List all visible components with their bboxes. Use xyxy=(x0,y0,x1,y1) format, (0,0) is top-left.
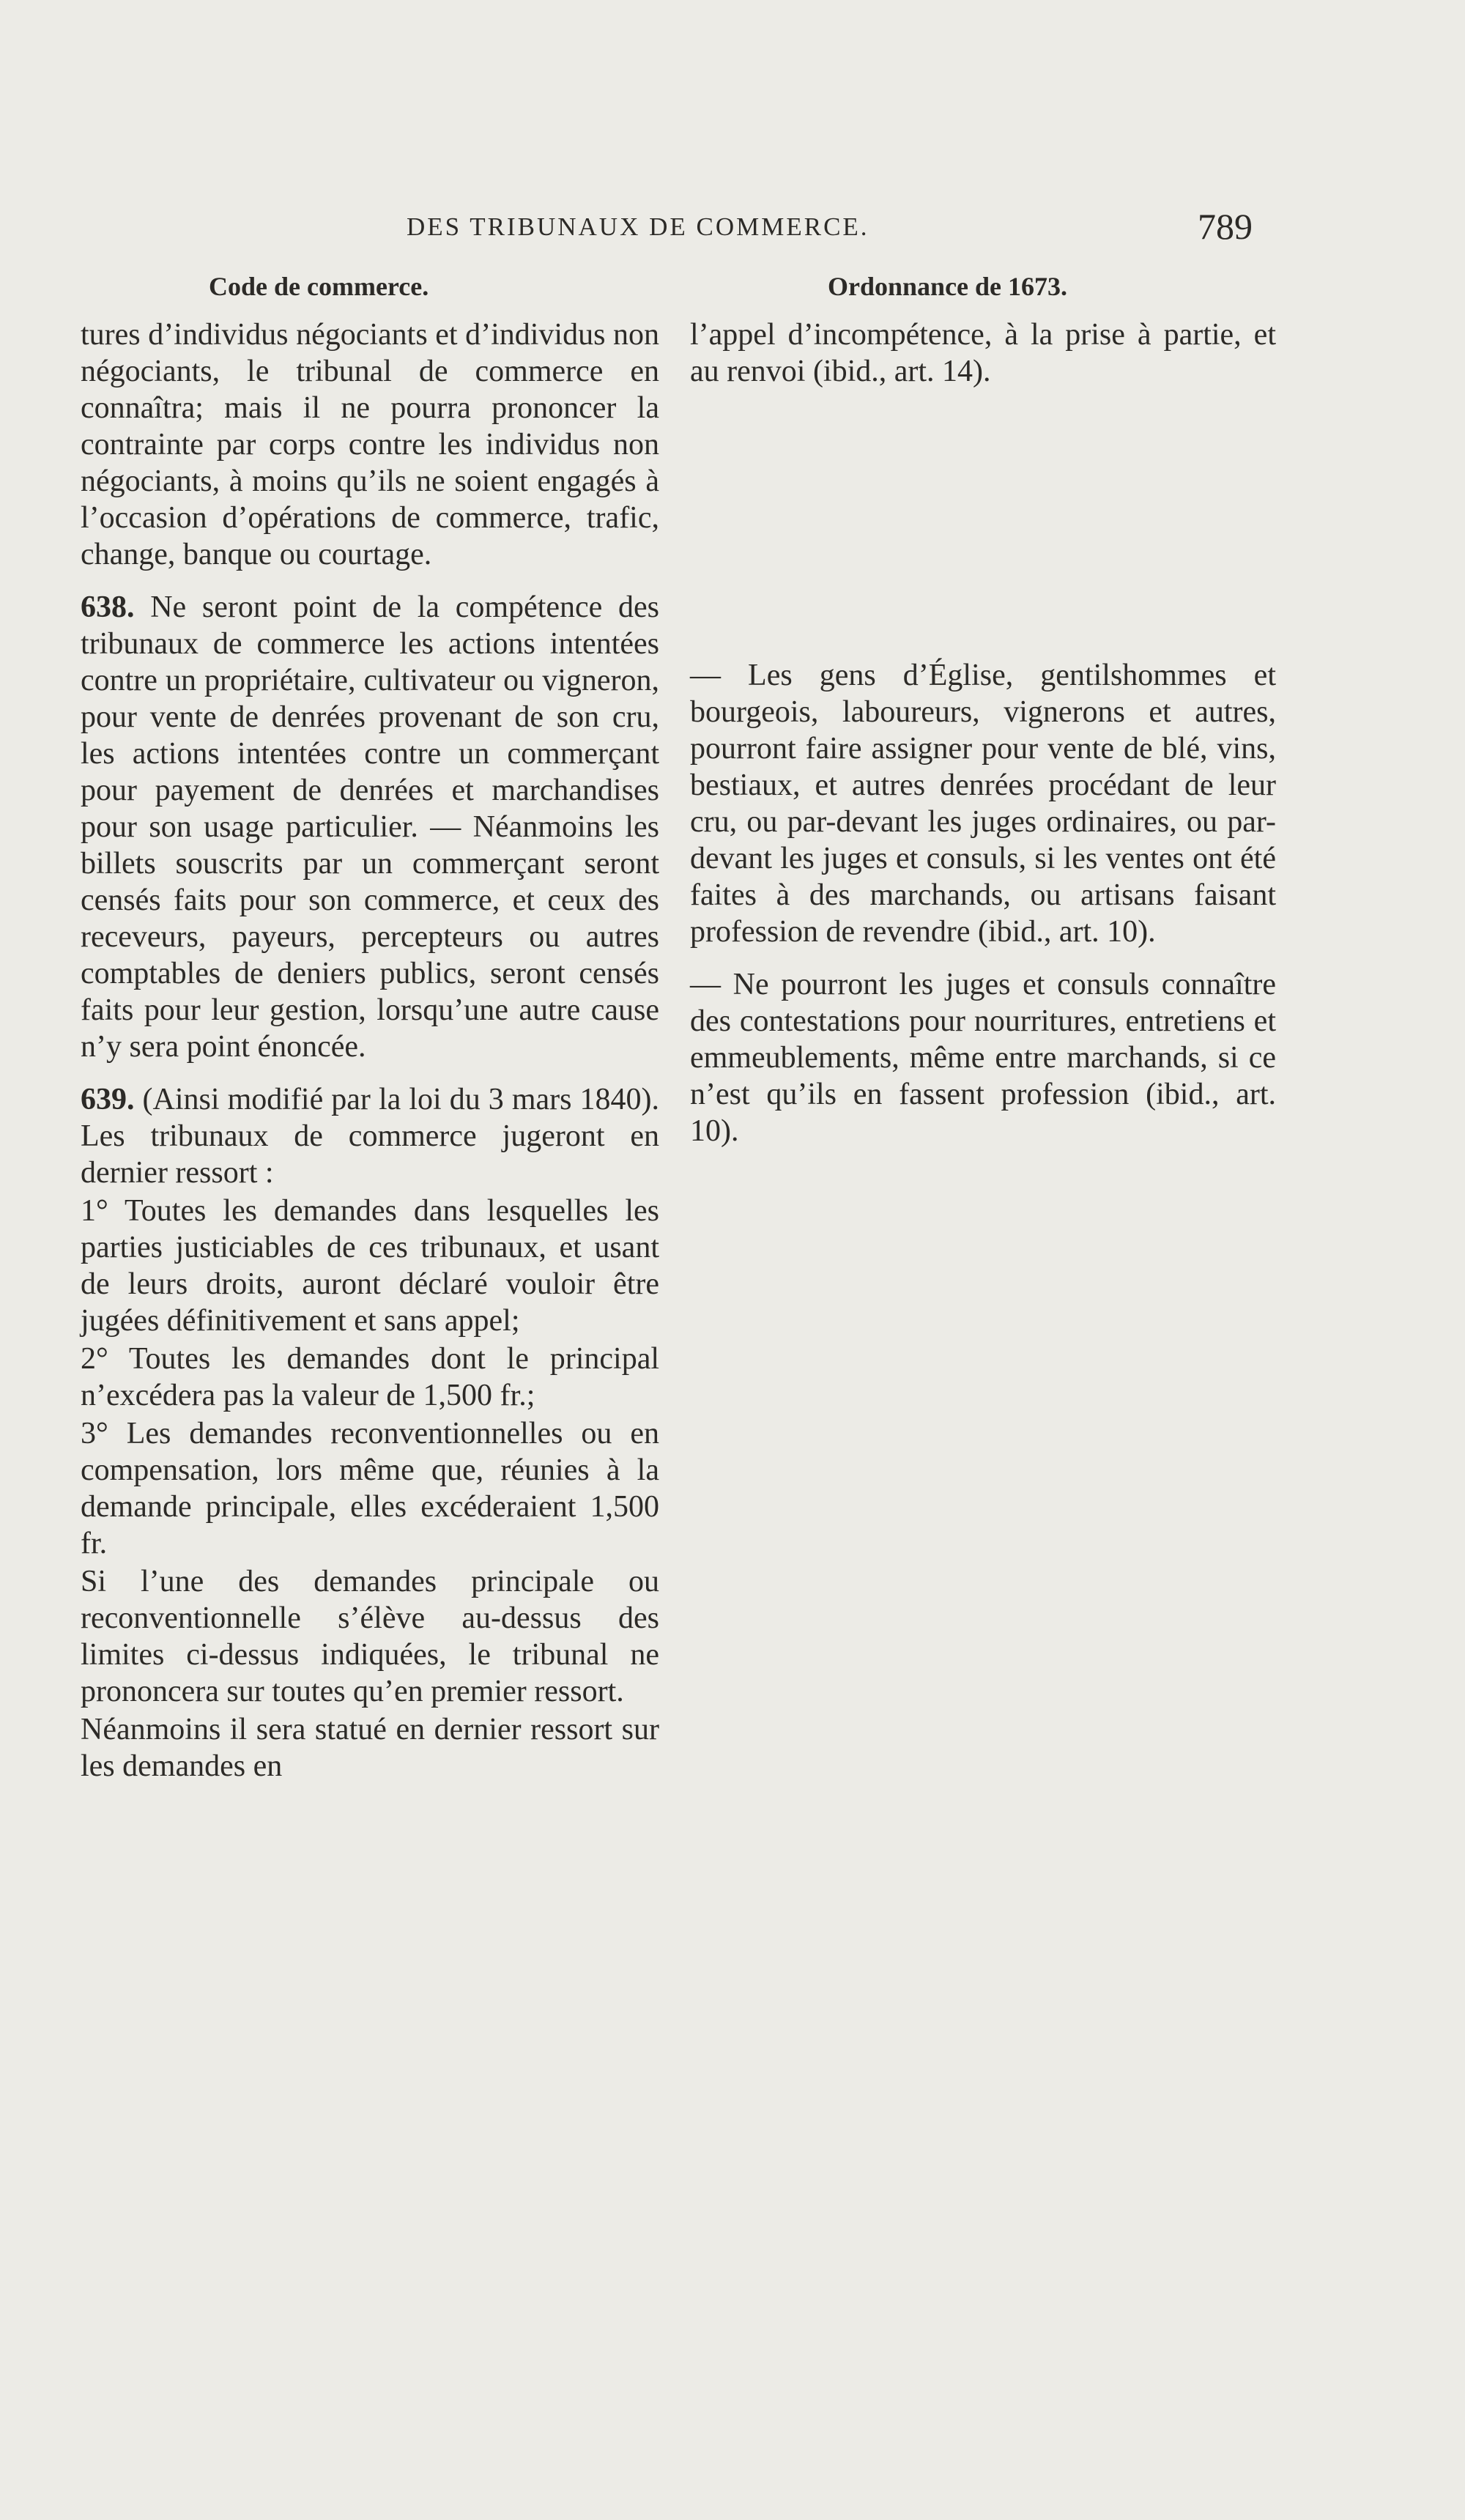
article-639-item-2: 2° Toutes les demandes dont le principal n’excédera pas la valeur de 1,500 fr.; xyxy=(81,1342,659,1412)
left-continuation-paragraph: tures d’individus négociants et d’individus non négociants, le tribunal de commerce en connaîtra; mais il ne pourra prononcer la contrainte par corps contre les individus non négociants, à moins qu’ils ne soient engagés à l’occasion d’opérations de commerce, trafic, change, banque ou courtage. xyxy=(81,318,659,571)
article-638 xyxy=(81,589,659,1065)
ordonnance-paragraph-2: — Ne pourront les juges et consuls connaître des contestations pour nourritures, entretiens et emmeublements, même entre marchands, si ce n’est qu’ils en fassent profession (ibid., art. 10). xyxy=(690,968,1276,1148)
article-638-number: 638. xyxy=(81,590,135,624)
running-head: DES TRIBUNAUX DE COMMERCE. xyxy=(407,212,869,241)
left-column-heading: Code de commerce. xyxy=(209,272,429,301)
article-639-paragraph-1: Si l’une des demandes principale ou reconventionnelle s’élève au-dessus des limites ci-dessus indiquées, le tribunal ne prononcera sur toutes qu’en premier ressort. xyxy=(81,1565,659,1708)
right-column-heading: Ordonnance de 1673. xyxy=(828,272,1068,301)
article-639-item-3: 3° Les demandes reconventionnelles ou en compensation, lors même que, réunies à la demande principale, elles excéderaient 1,500 fr. xyxy=(81,1417,659,1560)
left-column xyxy=(81,316,659,1785)
page-number: 789 xyxy=(1198,206,1253,247)
column-spacer xyxy=(690,390,1276,657)
article-638-text: Ne seront point de la compétence des tribunaux de commerce les actions intentées contre un propriétaire, cultivateur ou vigneron, pour vente de denrées provenant de son cru, les actions intentées contre un commerçant pour payement de denrées et marchandises pour son usage particulier. — Néanmoins les billets souscrits par un commerçant seront censés faits pour son commerce, et ceux des receveurs, payeurs, percepteurs ou autres comptables de deniers publics, seront censés faits pour leur gestion, lorsqu’une autre cause n’y sera point énoncée. xyxy=(81,590,659,1064)
ordonnance-paragraph-1: — Les gens d’Église, gentilshommes et bourgeois, laboureurs, vignerons et autres, pourront faire assigner pour vente de blé, vins, bestiaux, et autres denrées procédant de leur cru, ou par-devant les juges ordinaires, ou par-devant les juges et consuls, si les ventes ont été faites à des marchands, ou artisans faisant profession de revendre (ibid., art. 10). xyxy=(690,659,1276,949)
article-639-item-1: 1° Toutes les demandes dans lesquelles les parties justiciables de ces tribunaux, et usant de leurs droits, auront déclaré vouloir être jugées définitivement et sans appel; xyxy=(81,1194,659,1338)
article-639-paragraph-2: Néanmoins il sera statué en dernier ressort sur les demandes en xyxy=(81,1713,659,1783)
right-column xyxy=(690,316,1276,1149)
article-639 xyxy=(81,1081,659,1191)
article-639-text: (Ainsi modifié par la loi du 3 mars 1840). Les tribunaux de commerce jugeront en dernier ressort : xyxy=(81,1083,659,1190)
right-continuation-paragraph: l’appel d’incompétence, à la prise à partie, et au renvoi (ibid., art. 14). xyxy=(690,318,1276,388)
article-639-number: 639. xyxy=(81,1083,135,1116)
